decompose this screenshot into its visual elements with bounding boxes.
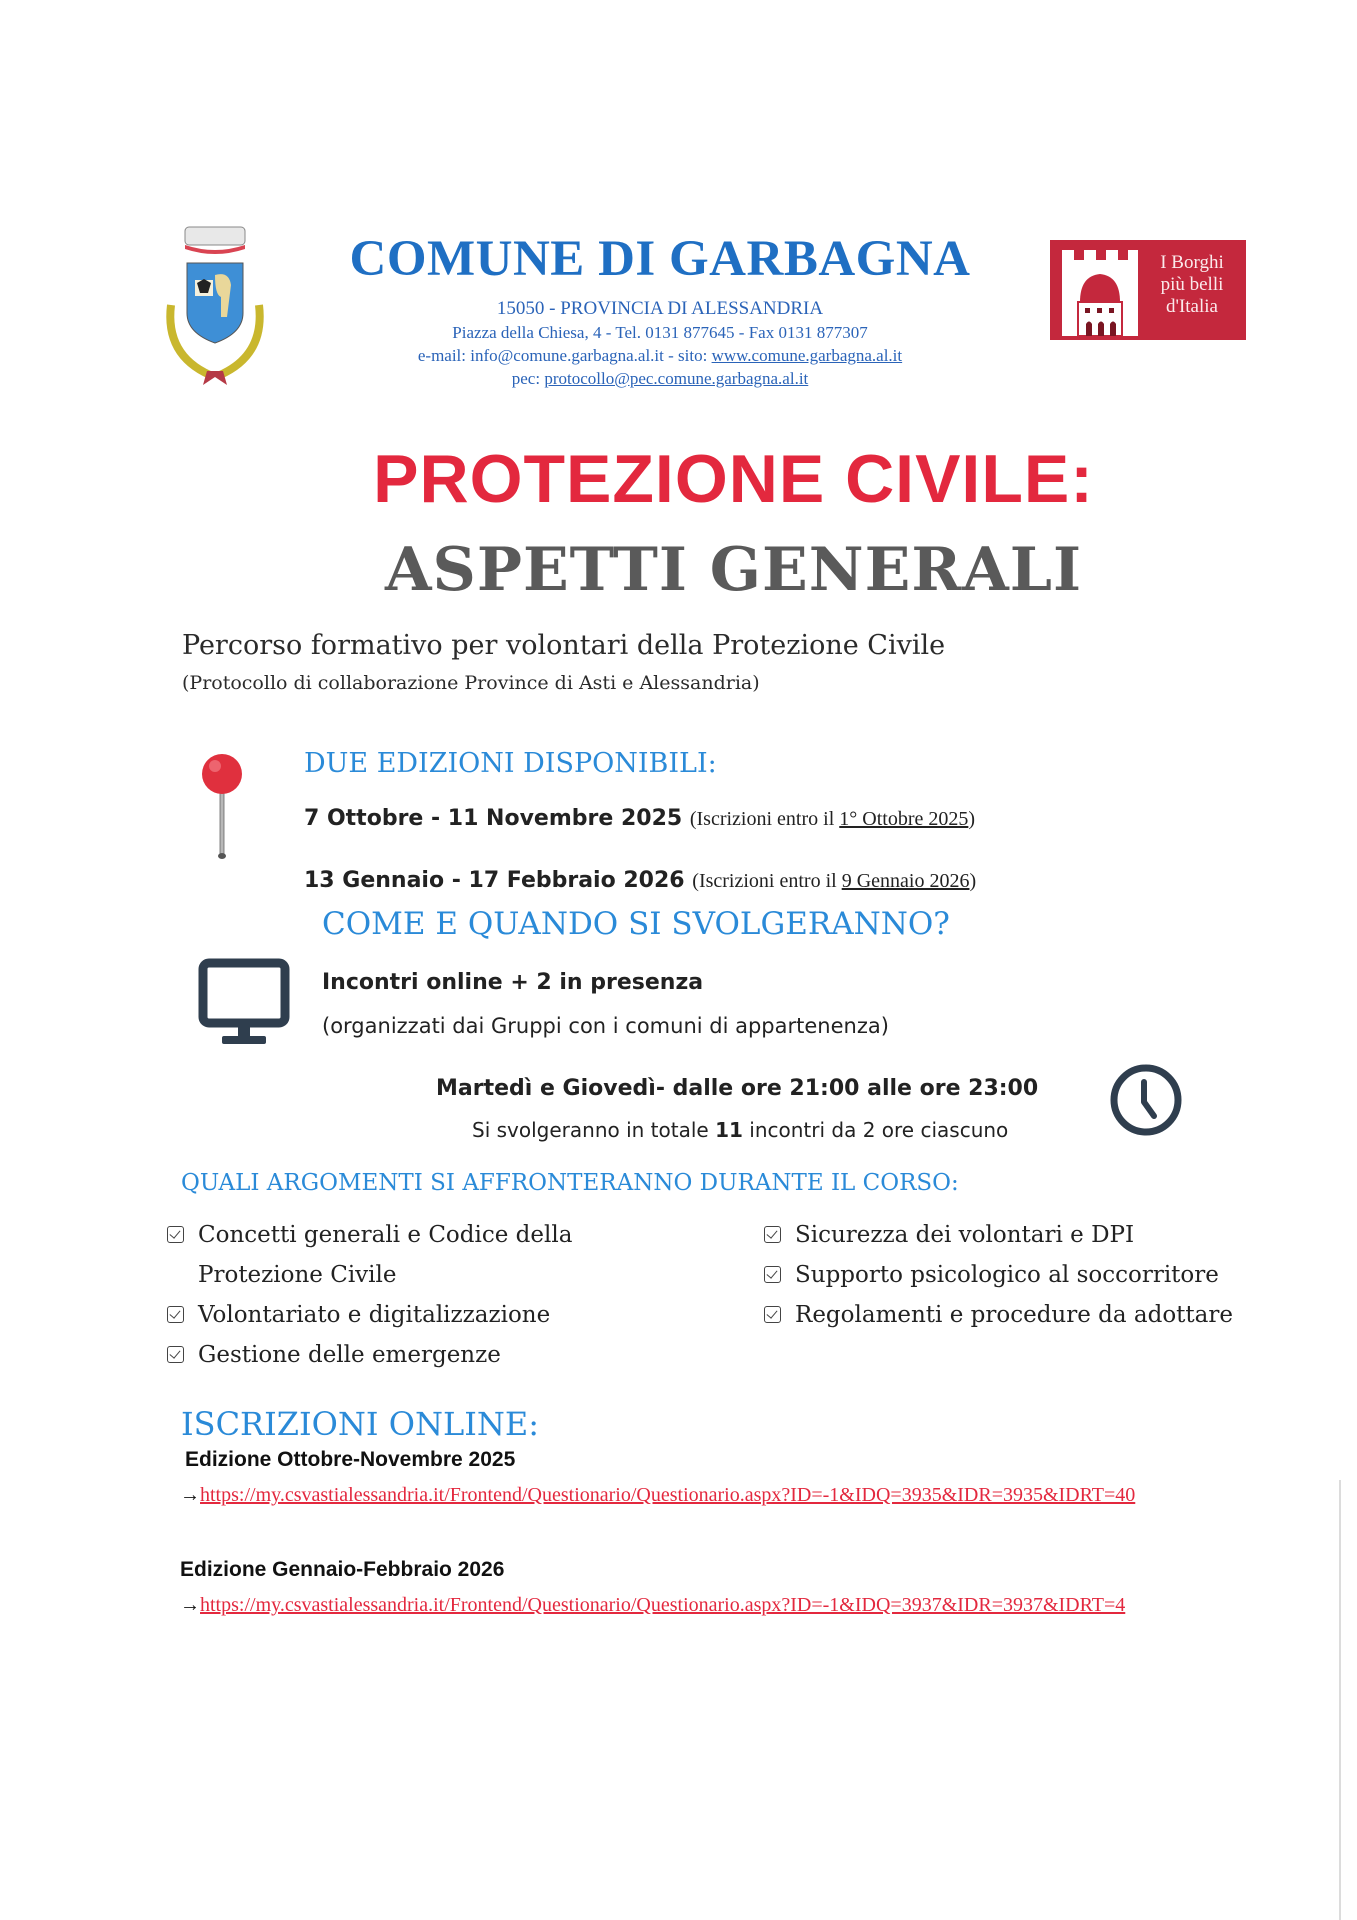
arrow-right-icon: → [180,1594,200,1616]
borghi-line-2: più belli [1160,274,1224,295]
topics-list-right [764,1215,1284,1335]
pec-line [300,367,1020,390]
checkbox-icon [167,1306,184,1323]
topic-label: Supporto psicologico al soccorritore [795,1262,1219,1288]
topic-item [764,1295,1284,1335]
edition-note [690,808,975,830]
checkbox-icon [167,1226,184,1243]
contact-line [300,344,1020,367]
arrow-right-icon: → [180,1484,200,1506]
clock-icon [1108,1062,1184,1138]
scan-edge-line [1339,1480,1341,1920]
address-line: Piazza della Chiesa, 4 - Tel. 0131 877645 - Fax 0131 877307 [452,323,868,342]
checkbox-icon [764,1266,781,1283]
edition-deadline: 1° Ottobre 2025 [839,808,969,830]
secondary-title: ASPETTI GENERALI [384,535,1083,605]
registration-link[interactable]: https://my.csvastialessandria.it/Frontend/Questionario/Questionario.aspx?ID=-1&IDQ=3935&IDR=3935&IDRT=40 [200,1484,1136,1506]
castle-tower-icon [1058,246,1140,336]
course-subtitle: Percorso formativo per volontari della Protezione Civile [182,630,946,661]
registration-edition-label: Edizione Gennaio-Febbraio 2026 [180,1558,505,1581]
topic-item [764,1215,1284,1255]
pec-label: pec: [511,369,545,388]
total-prefix: Si svolgeranno in totale [472,1118,716,1142]
borghi-logo-text [1142,252,1242,318]
edition-item [304,806,975,831]
edition-note-prefix: (Iscrizioni entro il [689,808,840,830]
registration-link-row [180,1474,1180,1516]
how-when-heading: COME E QUANDO SI SVOLGERANNO? [322,906,950,942]
edition-note-suffix: ) [968,808,976,830]
edition-note-prefix: (Iscrizioni entro il [692,870,842,892]
course-subtitle-note: (Protocollo di collaborazione Province di Asti e Alessandria) [182,672,760,694]
checkbox-icon [764,1226,781,1243]
topic-item [167,1335,637,1375]
main-title: PROTEZIONE CIVILE: [373,441,1094,517]
schedule-text: Martedì e Giovedì- dalle ore 21:00 alle ore 23:00 [436,1076,1039,1101]
checkbox-icon [167,1346,184,1363]
topic-item [764,1255,1284,1295]
municipal-crest-icon [155,225,275,390]
total-suffix: incontri da 2 ore ciascuno [742,1118,1009,1142]
topic-label: Concetti generali e Codice della Protezione Civile [198,1222,573,1288]
municipality-title: COMUNE DI GARBAGNA [349,231,971,287]
website-link[interactable]: www.comune.garbagna.al.it [711,346,903,365]
checkbox-icon [764,1306,781,1323]
topics-heading: QUALI ARGOMENTI SI AFFRONTERANNO DURANTE IL CORSO: [181,1170,959,1196]
registration-heading: ISCRIZIONI ONLINE: [181,1405,539,1443]
total-meetings-text [472,1118,1008,1142]
registration-link-row [180,1584,1180,1626]
meeting-mode-note: (organizzati dai Gruppi con i comuni di appartenenza) [322,1014,889,1038]
borghi-piu-belli-logo [1050,240,1246,340]
borghi-line-1: I Borghi [1160,252,1224,273]
meeting-mode: Incontri online + 2 in presenza [322,970,704,995]
topic-item [167,1295,637,1335]
topic-label: Regolamenti e procedure da adottare [795,1302,1233,1328]
province-line: 15050 - PROVINCIA DI ALESSANDRIA [496,298,824,319]
edition-deadline: 9 Gennaio 2026 [841,870,970,892]
topic-label: Sicurezza dei volontari e DPI [795,1222,1135,1248]
email-text: e-mail: info@comune.garbagna.al.it - sito: [417,346,712,365]
topic-label: Volontariato e digitalizzazione [198,1302,551,1328]
edition-note-suffix: ) [969,870,977,892]
topic-label: Gestione delle emergenze [198,1342,501,1368]
topics-list-left [167,1215,637,1375]
topic-item [167,1215,637,1295]
registration-edition-label: Edizione Ottobre-Novembre 2025 [185,1448,516,1471]
monitor-icon [198,958,290,1048]
edition-note [692,870,976,892]
pushpin-icon [200,752,246,862]
edition-dates: 13 Gennaio - 17 Febbraio 2026 [304,868,685,893]
borghi-line-3: d'Italia [1166,296,1218,317]
editions-heading: DUE EDIZIONI DISPONIBILI: [304,748,717,779]
edition-dates: 7 Ottobre - 11 Novembre 2025 [304,806,683,831]
edition-item [304,868,976,893]
pec-link[interactable]: protocollo@pec.comune.garbagna.al.it [544,369,809,388]
registration-link[interactable]: https://my.csvastialessandria.it/Frontend/Questionario/Questionario.aspx?ID=-1&IDQ=3937&IDR=3937&IDRT=4 [200,1594,1126,1616]
municipality-header [300,230,1020,390]
total-count: 11 [715,1118,743,1142]
